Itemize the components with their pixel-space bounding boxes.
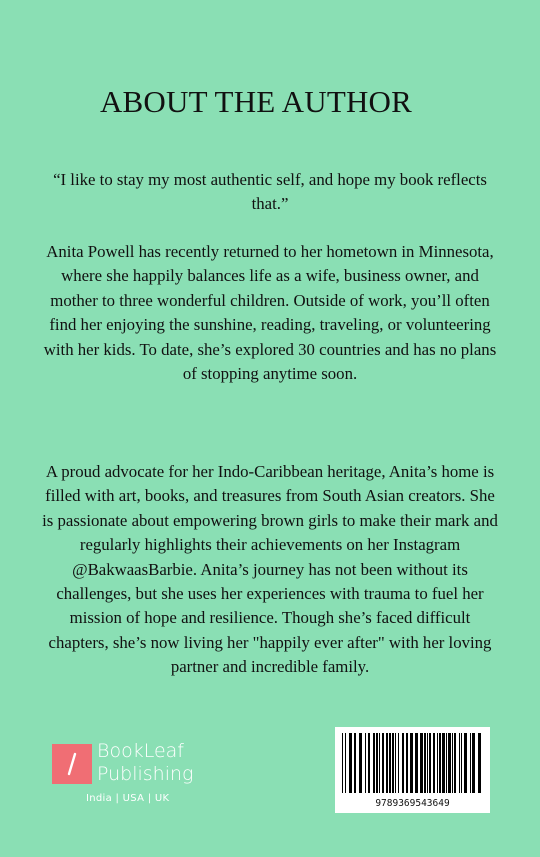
page-title: ABOUT THE AUTHOR xyxy=(99,84,413,119)
barcode-bar xyxy=(354,733,356,793)
barcode-bar xyxy=(406,733,408,793)
barcode-bar xyxy=(382,733,384,793)
barcode-bar xyxy=(342,733,343,793)
author-quote: “I like to stay my most authentic self, and hope my book reflects that.” xyxy=(53,170,487,214)
barcode-bar xyxy=(461,733,462,793)
barcode-bar xyxy=(389,733,391,793)
barcode-bar xyxy=(420,733,423,793)
barcode-bar xyxy=(395,733,396,793)
barcode-icon xyxy=(342,733,483,793)
barcode-bar xyxy=(349,733,352,793)
barcode-bar xyxy=(359,733,362,793)
barcode-bar xyxy=(472,733,475,793)
bio-paragraph-2: A proud advocate for her Indo-Caribbean heritage, Anita’s home is filled with art, books, and treasures from South Asian creators. She is passionate about empowering brown girls to make their mark and regularly highlights their achievements on her Instagram @BakwaasBarbie. Anita’s journey has not been without its challenges, but she uses her experiences with trauma to fuel her mission of hope and resilience. Though she’s faced difficult chapters, she’s now living her "happily ever after" with her loving partner and incredible family. xyxy=(42,462,498,677)
barcode-bar xyxy=(448,733,451,793)
barcode-bar xyxy=(459,733,460,793)
barcode-bar xyxy=(373,733,375,793)
bio-paragraph-1: Anita Powell has recently returned to her hometown in Minnesota, where she happily balances life as a wife, business owner, and mother to three wonderful children. Outside of work, you’ll often find her enjoying the sunshine, reading, traveling, or volunteering with her kids. To date, she’s explored 30 countries and has no plans of stopping anytime soon. xyxy=(43,242,497,384)
barcode-bar xyxy=(402,733,404,793)
publisher-name xyxy=(97,740,193,786)
barcode-bar xyxy=(442,733,445,793)
barcode-bar xyxy=(386,733,388,793)
publisher-regions: India | USA | UK xyxy=(86,793,170,804)
barcode-bar xyxy=(398,733,399,793)
barcode-bar xyxy=(452,733,453,793)
barcode-bar xyxy=(470,733,471,793)
barcode-bar xyxy=(437,733,438,793)
publisher-logo xyxy=(52,740,232,814)
barcode-bar xyxy=(379,733,380,793)
barcode-bar xyxy=(365,733,366,793)
barcode-bar xyxy=(376,733,378,793)
barcode-bar xyxy=(446,733,447,793)
barcode-bar xyxy=(415,733,418,793)
barcode-bar xyxy=(368,733,370,793)
barcode-bar xyxy=(433,733,435,793)
publisher-name-line-2: Publishing xyxy=(97,763,194,785)
isbn-barcode xyxy=(335,727,490,813)
barcode-bar xyxy=(454,733,456,793)
barcode-bar xyxy=(429,733,431,793)
barcode-bar xyxy=(410,733,413,793)
barcode-bar xyxy=(464,733,467,793)
isbn-number: 9789369543649 xyxy=(375,798,450,809)
barcode-bar xyxy=(427,733,428,793)
barcode-bar xyxy=(478,733,481,793)
barcode-bar xyxy=(392,733,394,793)
barcode-bar xyxy=(424,733,426,793)
barcode-bar xyxy=(345,733,346,793)
publisher-name-line-1: BookLeaf xyxy=(97,740,184,762)
barcode-bar xyxy=(439,733,441,793)
slash-logo-icon xyxy=(52,744,92,784)
